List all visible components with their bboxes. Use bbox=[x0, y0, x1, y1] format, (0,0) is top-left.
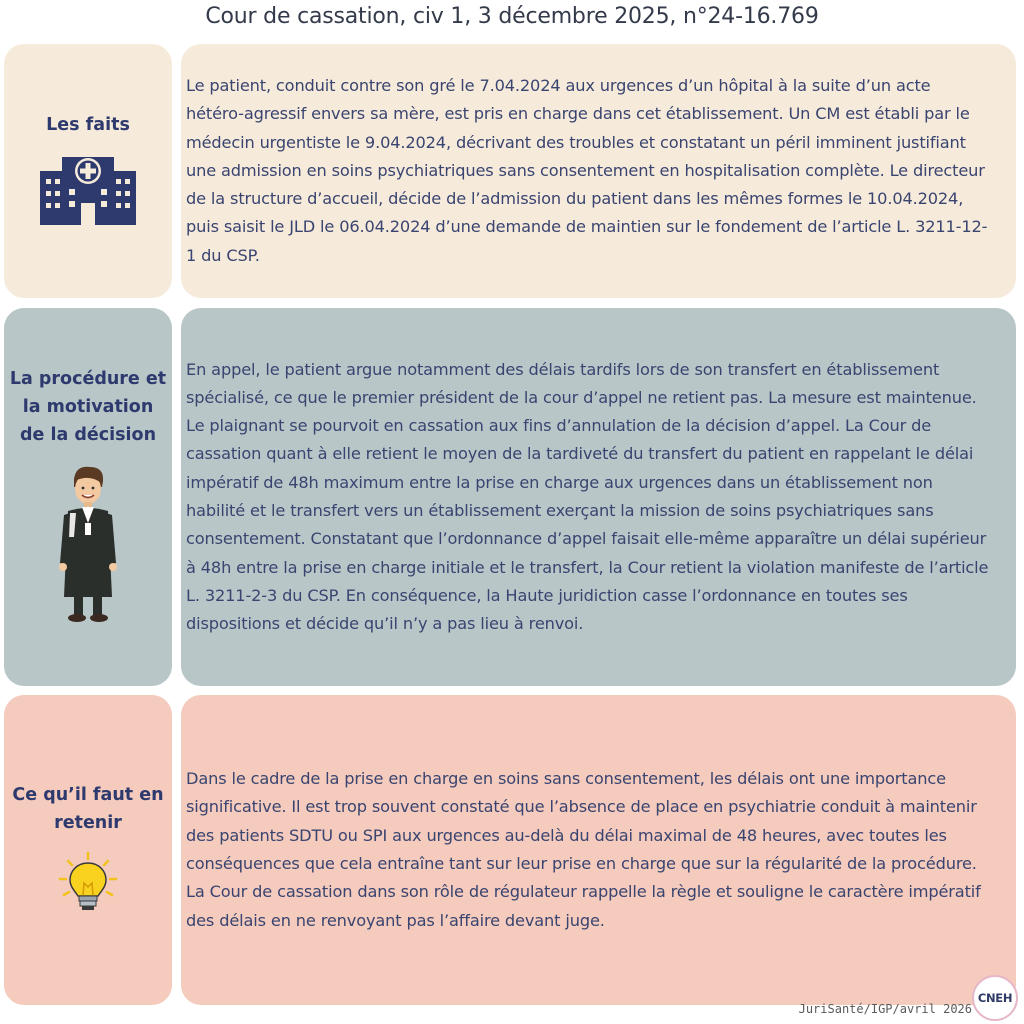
section-label-procedure bbox=[4, 308, 172, 686]
section-label-text: Les faits bbox=[46, 115, 130, 135]
hospital-icon bbox=[38, 151, 138, 231]
lawyer-icon bbox=[58, 465, 118, 629]
section-body-text: Dans le cadre de la prise en charge en soins sans consentement, les délais ont une importance significative. Il est trop souvent constaté que l’absence de place en psychiatrie conduit à maintenir des patients SDTU ou SPI aux urgences au-delà du délai maximal de 48 heures, avec toutes les conséquences que cela entraîne tant sur leur prise en charge que sur la régularité de la procédure. La Cour de cassation dans son rôle de régulateur rappelle la règle et souligne le caractère impératif des délais en ne renvoyant pas l’affaire devant juge. bbox=[186, 769, 981, 930]
cneh-logo bbox=[972, 975, 1018, 1021]
section-body-text: Le patient, conduit contre son gré le 7.04.2024 aux urgences d’un hôpital à la suite d’un acte hétéro-agressif envers sa mère, est pris en charge dans cet établissement. Un CM est établi par le médecin urgentiste le 9.04.2024, décrivant des troubles et constatant un péril imminent justifiant une admission en soins psychiatriques sans consentement en hospitalisation complète. Le directeur de la structure d’accueil, décide de l’admission du patient dans les mêmes formes le 10.04.2024, puis saisit le JLD le 06.04.2024 d’une demande de maintien sur le fondement de l’article L. 3211-12-1 du CSP. bbox=[186, 75, 988, 265]
section-label-text: La procédure et la motivation de la décision bbox=[9, 369, 167, 445]
section-content-retenir bbox=[181, 695, 1016, 1005]
footer-credit: JuriSanté/IGP/avril 2026 bbox=[798, 1002, 972, 1016]
section-label-retenir bbox=[4, 695, 172, 1005]
section-content-procedure bbox=[181, 308, 1016, 686]
section-content-faits bbox=[181, 44, 1016, 298]
section-label-text: Ce qu’il faut en retenir bbox=[12, 785, 164, 833]
lightbulb-icon bbox=[56, 851, 120, 919]
logo-text: CNEH bbox=[977, 991, 1013, 1005]
section-label-faits bbox=[4, 44, 172, 298]
section-body-text: En appel, le patient argue notamment des délais tardifs lors de son transfert en établissement spécialisé, ce que le premier président de la cour d’appel ne retient pas. La mesure est maintenue. Le plaignant se pourvoit en cassation aux fins d’annulation de la décision d’appel. La Cour de cassation quant à elle retient le moyen de la tardiveté du transfert du patient en rappelant le délai impératif de 48h maximum entre la prise en charge aux urgences dans un établissement non habilité et le transfert vers un établissement exerçant la mission de soins psychiatriques sans consentement. Constatant que l’ordonnance d’appel faisait elle-même apparaître un délai supérieur à 48h entre la prise en charge initiale et le transfert, la Cour retient la violation manifeste de l’article L. 3211-2-3 du CSP. En conséquence, la Haute juridiction casse l’ordonnance en toutes ses dispositions et décide qu’il n’y a pas lieu à renvoi. bbox=[186, 359, 989, 634]
page-title: Cour de cassation, civ 1, 3 décembre 2025, n°24-16.769 bbox=[205, 4, 819, 29]
